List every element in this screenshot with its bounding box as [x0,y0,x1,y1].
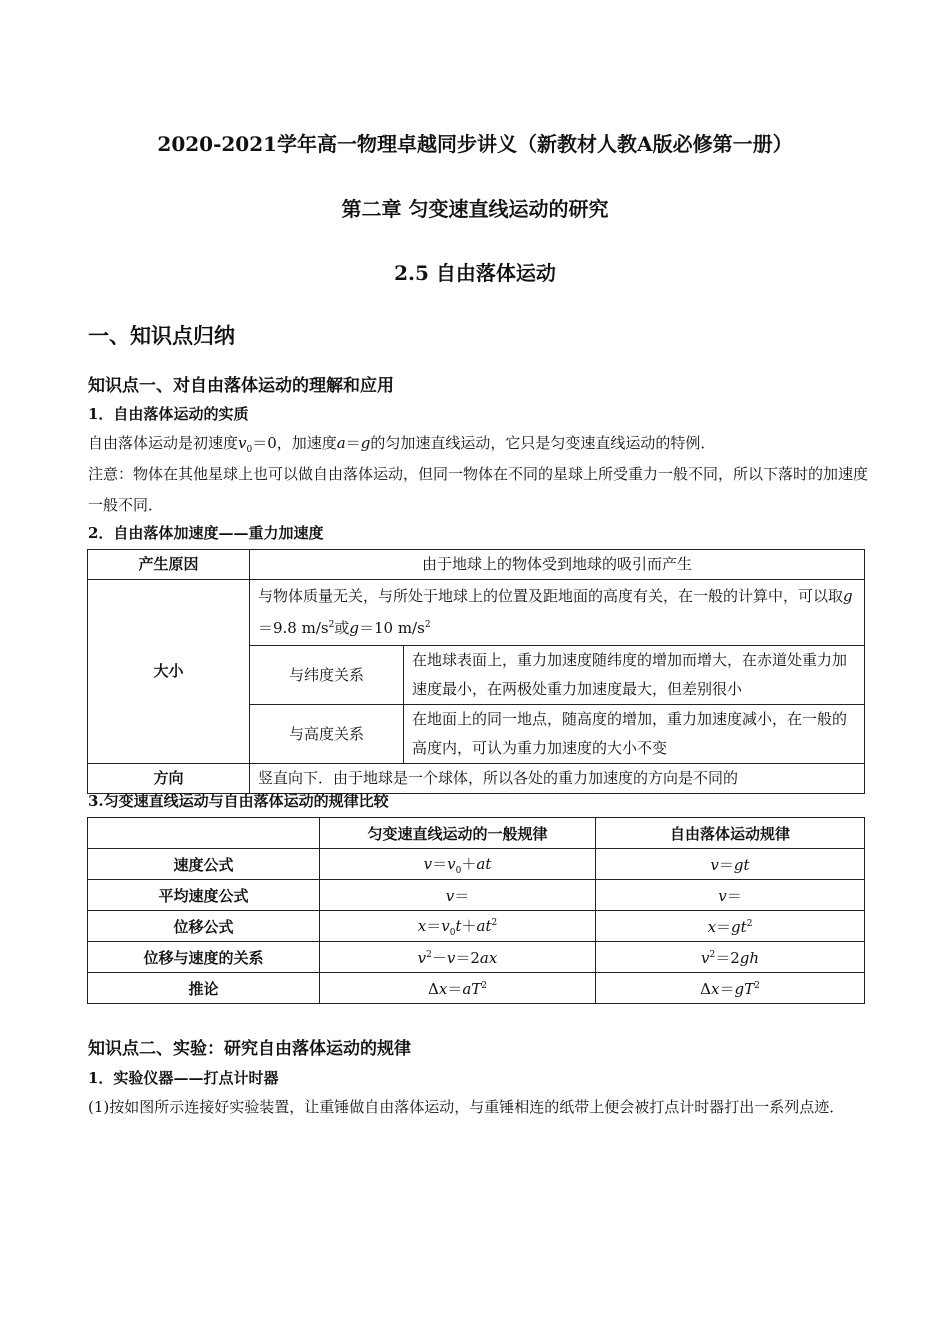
paragraph-definition: 自由落体运动是初速度$v_0=0$，加速度a＝g的匀加速直线运动，它只是匀变速直线运动的特例． [88,434,716,455]
header-uniform: 匀变速直线运动的一般规律 [320,818,596,849]
document-title: 2020-2021学年高一物理卓越同步讲义（新教材人教A版必修第一册） [157,132,793,156]
row-label-cause: 产生原因 [88,550,250,580]
row-label: 推论 [88,973,320,1004]
row-value-magnitude: 与物体质量无关，与所处于地球上的位置及距地面的高度有关，在一般的计算中，可以取g＝9.8 $m/s^2$或g＝10 $m/s^2$ [250,580,865,646]
uniform-formula: $\Delta x=aT^2$ [320,973,596,1004]
free-fall-formula: v＝ [596,880,865,911]
row-label: 位移与速度的关系 [88,942,320,973]
subsection-1-heading: 1．自由落体运动的实质 [88,405,249,423]
row-label: 位移公式 [88,911,320,942]
header-free-fall: 自由落体运动规律 [596,818,865,849]
uniform-formula: $v=v_0+at$ [320,849,596,880]
row-value-cause: 由于地球上的物体受到地球的吸引而产生 [250,550,865,580]
row-label-magnitude: 大小 [88,580,250,764]
row-label-altitude: 与高度关系 [250,705,404,764]
row-label-direction: 方向 [88,764,250,794]
knowledge-point-2-heading: 知识点二、实验：研究自由落体运动的规律 [88,1039,411,1059]
table-row [88,764,865,794]
motion-law-comparison-table [87,817,865,1004]
row-value-direction: 竖直向下．由于地球是一个球体，所以各处的重力加速度的方向是不同的 [250,764,865,794]
table-row [88,880,865,911]
table-header-row [88,818,865,849]
uniform-formula: $v^2-v=2ax$ [320,942,596,973]
section-title: 2.5 自由落体运动 [394,261,556,285]
uniform-formula: v＝ [320,880,596,911]
uniform-formula: $x=v_0t+at^2$ [320,911,596,942]
table-row [88,550,865,580]
header-empty-cell [88,818,320,849]
subsection-kp2-1-heading: 1．实验仪器——打点计时器 [88,1069,279,1087]
row-label: 速度公式 [88,849,320,880]
table-row [88,942,865,973]
free-fall-formula: v＝gt [596,849,865,880]
free-fall-formula: $v^2=2gh$ [596,942,865,973]
subsection-2-heading: 2．自由落体加速度——重力加速度 [88,524,324,542]
row-value-altitude: 在地面上的同一地点，随高度的增加，重力加速度减小，在一般的高度内，可认为重力加速度的大小不变 [404,705,865,764]
row-label-latitude: 与纬度关系 [250,646,404,705]
paragraph-note: 注意：物体在其他星球上也可以做自由落体运动，但同一物体在不同的星球上所受重力一般不同，所以下落时的加速度一般不同． [88,465,869,514]
table-row [88,849,865,880]
knowledge-point-1-heading: 知识点一、对自由落体运动的理解和应用 [88,376,394,396]
gravity-acceleration-table [87,549,865,794]
row-value-latitude: 在地球表面上，重力加速度随纬度的增加而增大，在赤道处重力加速度最小，在两极处重力加速度最大，但差别很小 [404,646,865,705]
table-row [88,973,865,1004]
row-label: 平均速度公式 [88,880,320,911]
paragraph-experiment: (1)按如图所示连接好实验装置，让重锤做自由落体运动，与重锤相连的纸带上便会被打点计时器打出一系列点迹． [88,1098,845,1116]
table-row [88,911,865,942]
subsection-3-heading: 3.匀变速直线运动与自由落体运动的规律比较 [88,792,389,810]
chapter-title: 第二章 匀变速直线运动的研究 [341,197,609,221]
part-heading: 一、知识点归纳 [88,323,235,348]
free-fall-formula: $\Delta x=gT^2$ [596,973,865,1004]
table-row [88,580,865,646]
free-fall-formula: $x=gt^2$ [596,911,865,942]
